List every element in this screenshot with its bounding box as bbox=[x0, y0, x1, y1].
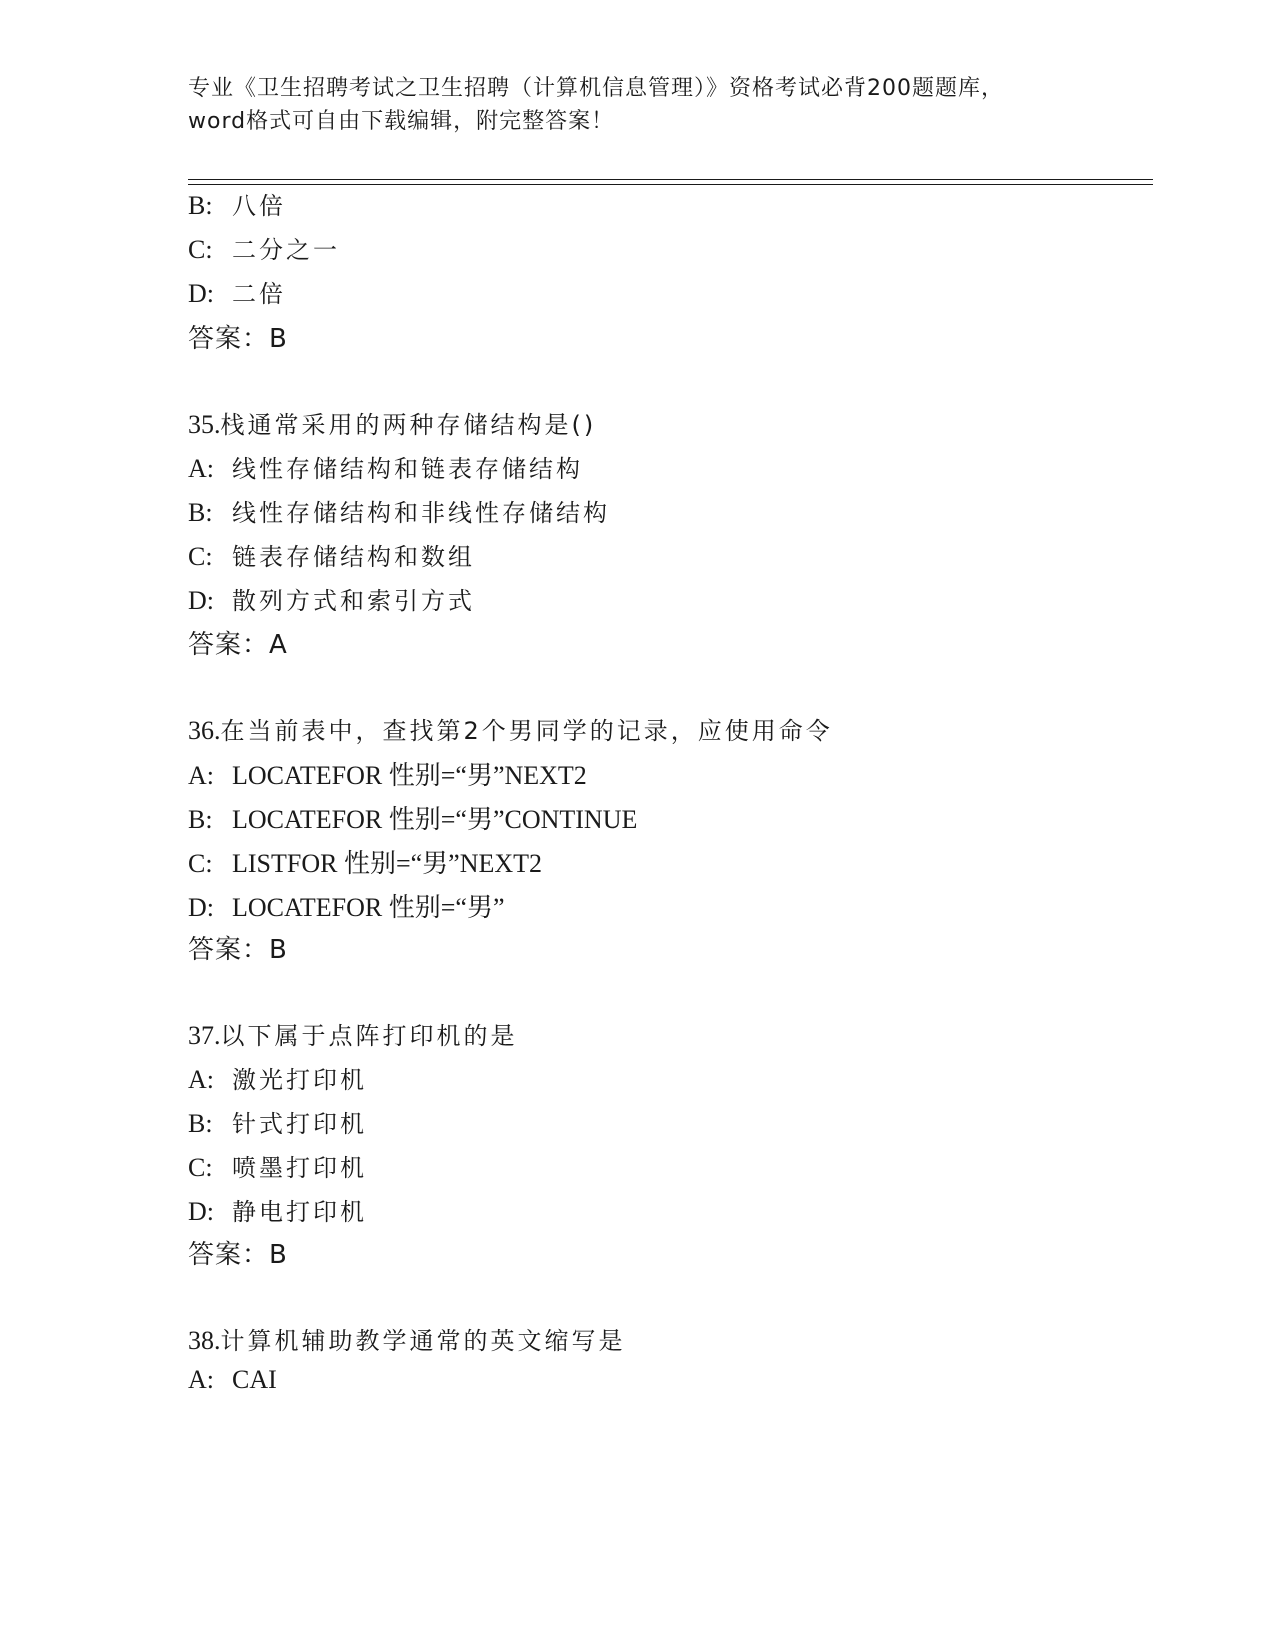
question-text: 在当前表中，查找第2个男同学的记录，应使用命令 bbox=[220, 717, 833, 745]
option-letter: C: bbox=[188, 235, 213, 264]
option-text: LOCATEFOR 性别=“男”NEXT2 bbox=[232, 761, 587, 790]
question-number: 35. bbox=[188, 410, 221, 439]
option-letter: D: bbox=[188, 1197, 214, 1226]
option-text: 八倍 bbox=[232, 192, 286, 220]
header-rule-bottom bbox=[188, 184, 1153, 185]
question-number: 38. bbox=[188, 1326, 221, 1355]
option-text: LISTFOR 性别=“男”NEXT2 bbox=[232, 849, 543, 878]
option-letter: D: bbox=[188, 279, 214, 308]
question-text: 栈通常采用的两种存储结构是() bbox=[220, 411, 597, 439]
q35-option-c bbox=[188, 537, 475, 572]
option-letter: D: bbox=[188, 893, 214, 922]
question-number: 37. bbox=[188, 1021, 221, 1050]
q36-option-b bbox=[188, 799, 637, 836]
question-text: 以下属于点阵打印机的是 bbox=[220, 1022, 518, 1050]
option-text: CAI bbox=[232, 1365, 277, 1394]
option-letter: B: bbox=[188, 498, 213, 527]
option-letter: B: bbox=[188, 805, 213, 834]
q35-answer: 答案：A bbox=[188, 630, 288, 660]
option-letter: D: bbox=[188, 586, 214, 615]
q36-option-a bbox=[188, 755, 587, 792]
header-line-1: 专业《卫生招聘考试之卫生招聘（计算机信息管理）》资格考试必背200题题库， bbox=[188, 76, 1004, 101]
option-text: 散列方式和索引方式 bbox=[232, 587, 475, 615]
header-rule-top bbox=[188, 179, 1153, 180]
option-text: 静电打印机 bbox=[232, 1198, 367, 1226]
option-text: 喷墨打印机 bbox=[232, 1154, 367, 1182]
option-text: 链表存储结构和数组 bbox=[232, 543, 475, 571]
option-text: LOCATEFOR 性别=“男” bbox=[232, 893, 505, 922]
option-letter: A: bbox=[188, 1365, 214, 1394]
option-letter: C: bbox=[188, 1153, 213, 1182]
q37-option-b bbox=[188, 1104, 367, 1139]
question-number: 36. bbox=[188, 716, 221, 745]
option-text: 二倍 bbox=[232, 280, 286, 308]
q37-stem bbox=[188, 1016, 518, 1051]
option-letter: A: bbox=[188, 454, 214, 483]
option-text: 激光打印机 bbox=[232, 1066, 367, 1094]
q36-answer: 答案：B bbox=[188, 935, 288, 965]
q35-option-d bbox=[188, 581, 475, 616]
q36-option-c bbox=[188, 843, 542, 880]
option-letter: C: bbox=[188, 849, 213, 878]
q34-option-b bbox=[188, 186, 286, 221]
option-letter: A: bbox=[188, 1065, 214, 1094]
document-header bbox=[188, 72, 1088, 138]
q37-option-c bbox=[188, 1148, 367, 1183]
option-text: 线性存储结构和非线性存储结构 bbox=[232, 499, 610, 527]
q38-option-a bbox=[188, 1365, 277, 1395]
q34-answer: 答案：B bbox=[188, 324, 288, 354]
q35-stem bbox=[188, 405, 596, 440]
q38-stem bbox=[188, 1321, 626, 1356]
option-text: 针式打印机 bbox=[232, 1110, 367, 1138]
q36-option-d bbox=[188, 887, 504, 924]
q37-answer: 答案：B bbox=[188, 1240, 288, 1270]
option-letter: B: bbox=[188, 1109, 213, 1138]
q37-option-a bbox=[188, 1060, 367, 1095]
q35-option-a bbox=[188, 449, 583, 484]
option-letter: A: bbox=[188, 761, 214, 790]
q35-option-b bbox=[188, 493, 610, 528]
header-line-2: word格式可自由下载编辑，附完整答案！ bbox=[188, 109, 615, 134]
option-text: 二分之一 bbox=[232, 236, 340, 264]
option-text: 线性存储结构和链表存储结构 bbox=[232, 455, 583, 483]
option-letter: C: bbox=[188, 542, 213, 571]
q34-option-c bbox=[188, 230, 340, 265]
q34-option-d bbox=[188, 274, 286, 309]
q36-stem bbox=[188, 711, 833, 746]
option-letter: B: bbox=[188, 191, 213, 220]
question-text: 计算机辅助教学通常的英文缩写是 bbox=[220, 1327, 626, 1355]
q37-option-d bbox=[188, 1192, 367, 1227]
option-text: LOCATEFOR 性别=“男”CONTINUE bbox=[232, 805, 638, 834]
